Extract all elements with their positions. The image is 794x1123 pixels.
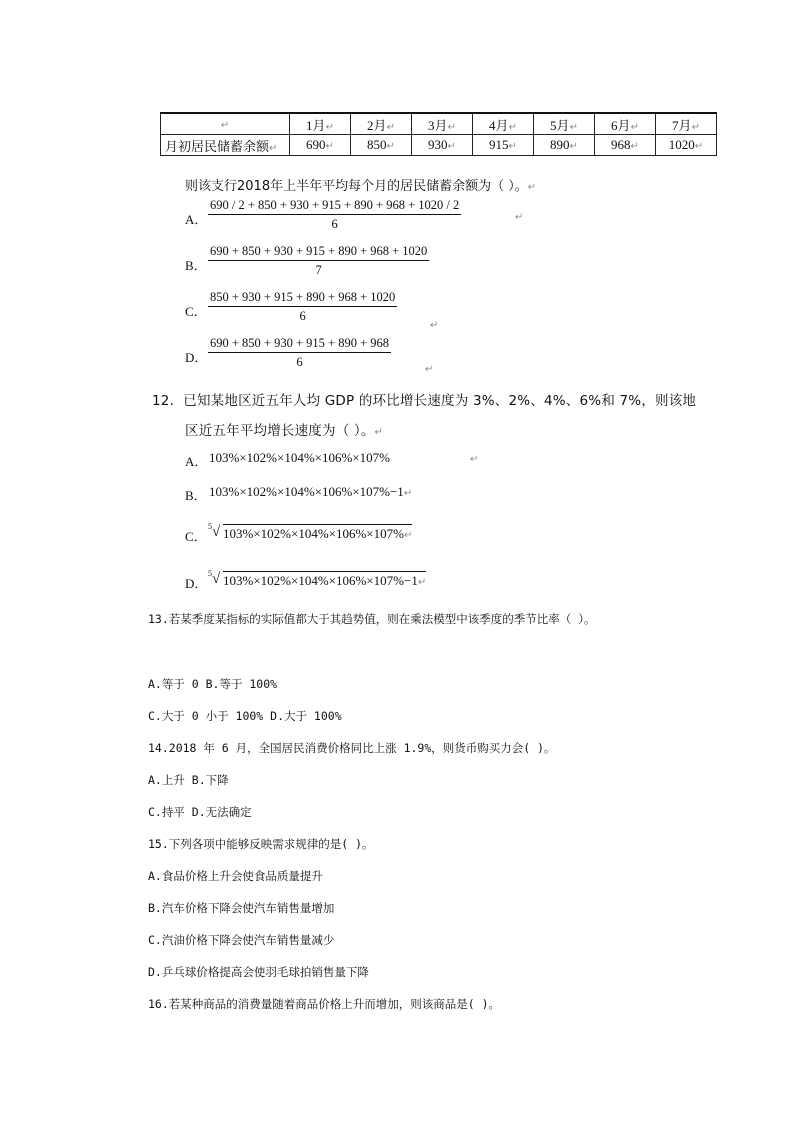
paragraph-mark: ↵ (470, 454, 479, 465)
fraction-denominator: 7 (315, 263, 322, 277)
q12-option-b-formula: 103%×102%×104%×106%×107%−1↵ (209, 484, 413, 499)
q11-option-c-fraction (208, 290, 397, 324)
q12-option-a-label: A． (185, 454, 208, 469)
table-header-cell: 3月↵ (412, 113, 473, 135)
fraction-numerator: 850 + 930 + 915 + 890 + 968 + 1020 (208, 290, 397, 307)
table-cell: 930↵ (412, 135, 473, 156)
table-cell: 915↵ (473, 135, 534, 156)
table-header-row (161, 113, 717, 135)
table-header-cell: 4月↵ (473, 113, 534, 135)
radical-sign: √ (212, 571, 221, 587)
q12-option-b-label: B． (185, 488, 207, 503)
q13-options-line1: A.等于 0 B.等于 100% (148, 677, 278, 691)
table-header-cell: 2月↵ (351, 113, 412, 135)
radicand: 103%×102%×104%×106%×107%↵ (223, 526, 413, 541)
q15-option-c: C.汽油价格下降会使汽车销售量减少 (148, 933, 335, 947)
q12-option-d-radical (208, 571, 468, 591)
table-header-cell: 5月↵ (534, 113, 595, 135)
q12-option-d-label: D． (185, 576, 208, 591)
table-cell: 690↵ (290, 135, 351, 156)
table-data-row (161, 135, 717, 156)
table-row-label: 月初居民储蓄余额↵ (161, 135, 290, 156)
radicand: 103%×102%×104%×106%×107%−1↵ (223, 573, 427, 588)
q11-stem: 则该支行2018年上半年平均每个月的居民储蓄余额为（ ）。↵ (185, 179, 537, 194)
q11-option-a-label: A． (185, 212, 208, 227)
table-cell: 890↵ (534, 135, 595, 156)
table-corner-cell: ↵ (161, 113, 290, 135)
q12-stem-line2: 区近五年平均增长速度为（ ）。↵ (185, 423, 384, 439)
q11-option-a-fraction (208, 198, 461, 232)
q15-option-a: A.食品价格上升会使食品质量提升 (148, 869, 323, 883)
radical-index: 5 (208, 569, 212, 578)
fraction-denominator: 6 (296, 355, 303, 369)
q12-option-c-label: C． (185, 529, 207, 544)
q15-option-b: B.汽车价格下降会使汽车销售量增加 (148, 901, 335, 915)
q11-option-b-fraction (208, 244, 429, 278)
q15-stem: 15.下列各项中能够反映需求规律的是( )。 (148, 837, 374, 851)
q14-stem: 14.2018 年 6 月，全国居民消费价格同比上涨 1.9%，则货币购买力会( )。 (148, 741, 556, 755)
table-header-cell: 1月↵ (290, 113, 351, 135)
q16-stem: 16.若某种商品的消费量随着商品价格上升而增加，则该商品是( )。 (148, 997, 501, 1011)
q11-option-b-label: B． (185, 258, 207, 273)
radical-sign: √ (212, 524, 221, 540)
table-cell: 968↵ (595, 135, 656, 156)
paragraph-mark: ↵ (515, 212, 524, 223)
q15-option-d: D.乒乓球价格提高会使羽毛球拍销售量下降 (148, 965, 369, 979)
q11-option-d-label: D． (185, 350, 208, 365)
q12-option-a-formula: 103%×102%×104%×106%×107% (209, 450, 390, 465)
deposit-table (160, 112, 717, 156)
table-header-cell: 6月↵ (595, 113, 656, 135)
q13-stem: 13.若某季度某指标的实际值都大于其趋势值，则在乘法模型中该季度的季节比率（ ）。 (148, 612, 596, 626)
fraction-denominator: 6 (299, 309, 306, 323)
q12-option-c-radical (208, 524, 448, 544)
fraction-numerator: 690 / 2 + 850 + 930 + 915 + 890 + 968 + 1020 / 2 (208, 198, 461, 215)
q14-options-line1: A.上升 B.下降 (148, 773, 229, 787)
q13-options-line2: C.大于 0 小于 100% D.大于 100% (148, 709, 342, 723)
fraction-denominator: 6 (331, 217, 338, 231)
table-header-cell: 7月↵ (656, 113, 717, 135)
fraction-numerator: 690 + 850 + 930 + 915 + 890 + 968 + 1020 (208, 244, 429, 261)
q14-options-line2: C.持平 D.无法确定 (148, 805, 252, 819)
paragraph-mark: ↵ (425, 364, 434, 375)
q11-option-c-label: C． (185, 304, 207, 319)
q12-stem-line1: 12．已知某地区近五年人均 GDP 的环比增长速度为 3%、2%、4%、6%和 7%，则该地 (152, 393, 697, 409)
table-cell: 1020↵ (656, 135, 717, 156)
paragraph-mark: ↵ (430, 320, 439, 331)
radical-index: 5 (208, 522, 212, 531)
q11-option-d-fraction (208, 336, 391, 370)
table-cell: 850↵ (351, 135, 412, 156)
fraction-numerator: 690 + 850 + 930 + 915 + 890 + 968 (208, 336, 391, 353)
